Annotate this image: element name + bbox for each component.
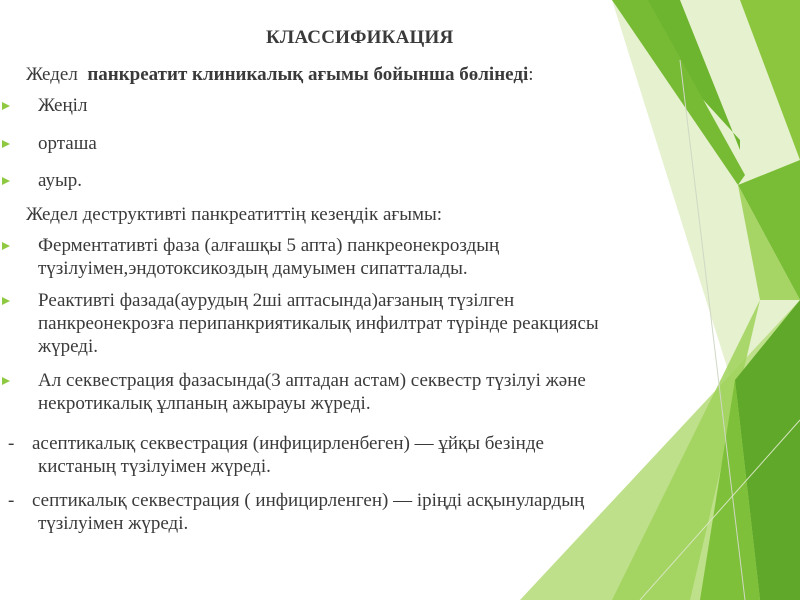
- bullet-arrow-icon: [2, 377, 10, 385]
- bullet-arrow-icon: [2, 297, 10, 305]
- phase-heading: Жедел деструктивті панкреатиттің кезеңдік ағымы:: [26, 204, 443, 225]
- intro-prefix: Жедел: [26, 64, 78, 85]
- sub-item-line: асептикалық секвестрация (инфицирленбеген) — ұйқы безінде: [32, 433, 544, 454]
- phase-item-line: Ал секвестрация фазасында(3 аптадан астам) секвестр түзілуі және: [38, 370, 586, 391]
- severity-item: ауыр.: [38, 170, 82, 191]
- phase-item-line: жүреді.: [38, 336, 99, 357]
- bullet-arrow-icon: [2, 177, 10, 185]
- phase-item-line: Реактивті фазада(аурудың 2ші аптасында)ағзаның түзілген: [38, 290, 515, 311]
- slide-title: КЛАССИФИКАЦИЯ: [266, 27, 454, 48]
- severity-item: Жеңіл: [38, 95, 88, 116]
- bullet-arrow-icon: [2, 242, 10, 250]
- sub-item-line: кистаның түзілуімен жүреді.: [38, 456, 271, 477]
- sub-item-line: түзілуімен жүреді.: [38, 513, 189, 534]
- phase-item-line: некротикалық ұлпаның ажырауы жүреді.: [38, 393, 371, 414]
- dash-marker: -: [8, 433, 15, 454]
- intro-bold-text: панкреатит клиникалық ағымы бойынша бөлінеді: [87, 64, 529, 85]
- phase-item-line: панкреонекрозға перипанкриятикалық инфилтрат түрінде реакциясы: [38, 313, 599, 334]
- intro-line: [26, 64, 534, 86]
- phase-item-line: түзілуімен,эндотоксикоздың дамуымен сипатталады.: [38, 258, 468, 279]
- bullet-arrow-icon: [2, 140, 10, 148]
- sub-item-line: септикалық секвестрация ( инфицирленген) — іріңді асқынулардың: [32, 490, 585, 511]
- intro-suffix: :: [528, 64, 534, 85]
- dash-marker: -: [8, 490, 15, 511]
- bullet-arrow-icon: [2, 102, 10, 110]
- severity-item: орташа: [38, 133, 97, 154]
- phase-item-line: Ферментативті фаза (алғашқы 5 апта) панкреонекроздың: [38, 235, 500, 256]
